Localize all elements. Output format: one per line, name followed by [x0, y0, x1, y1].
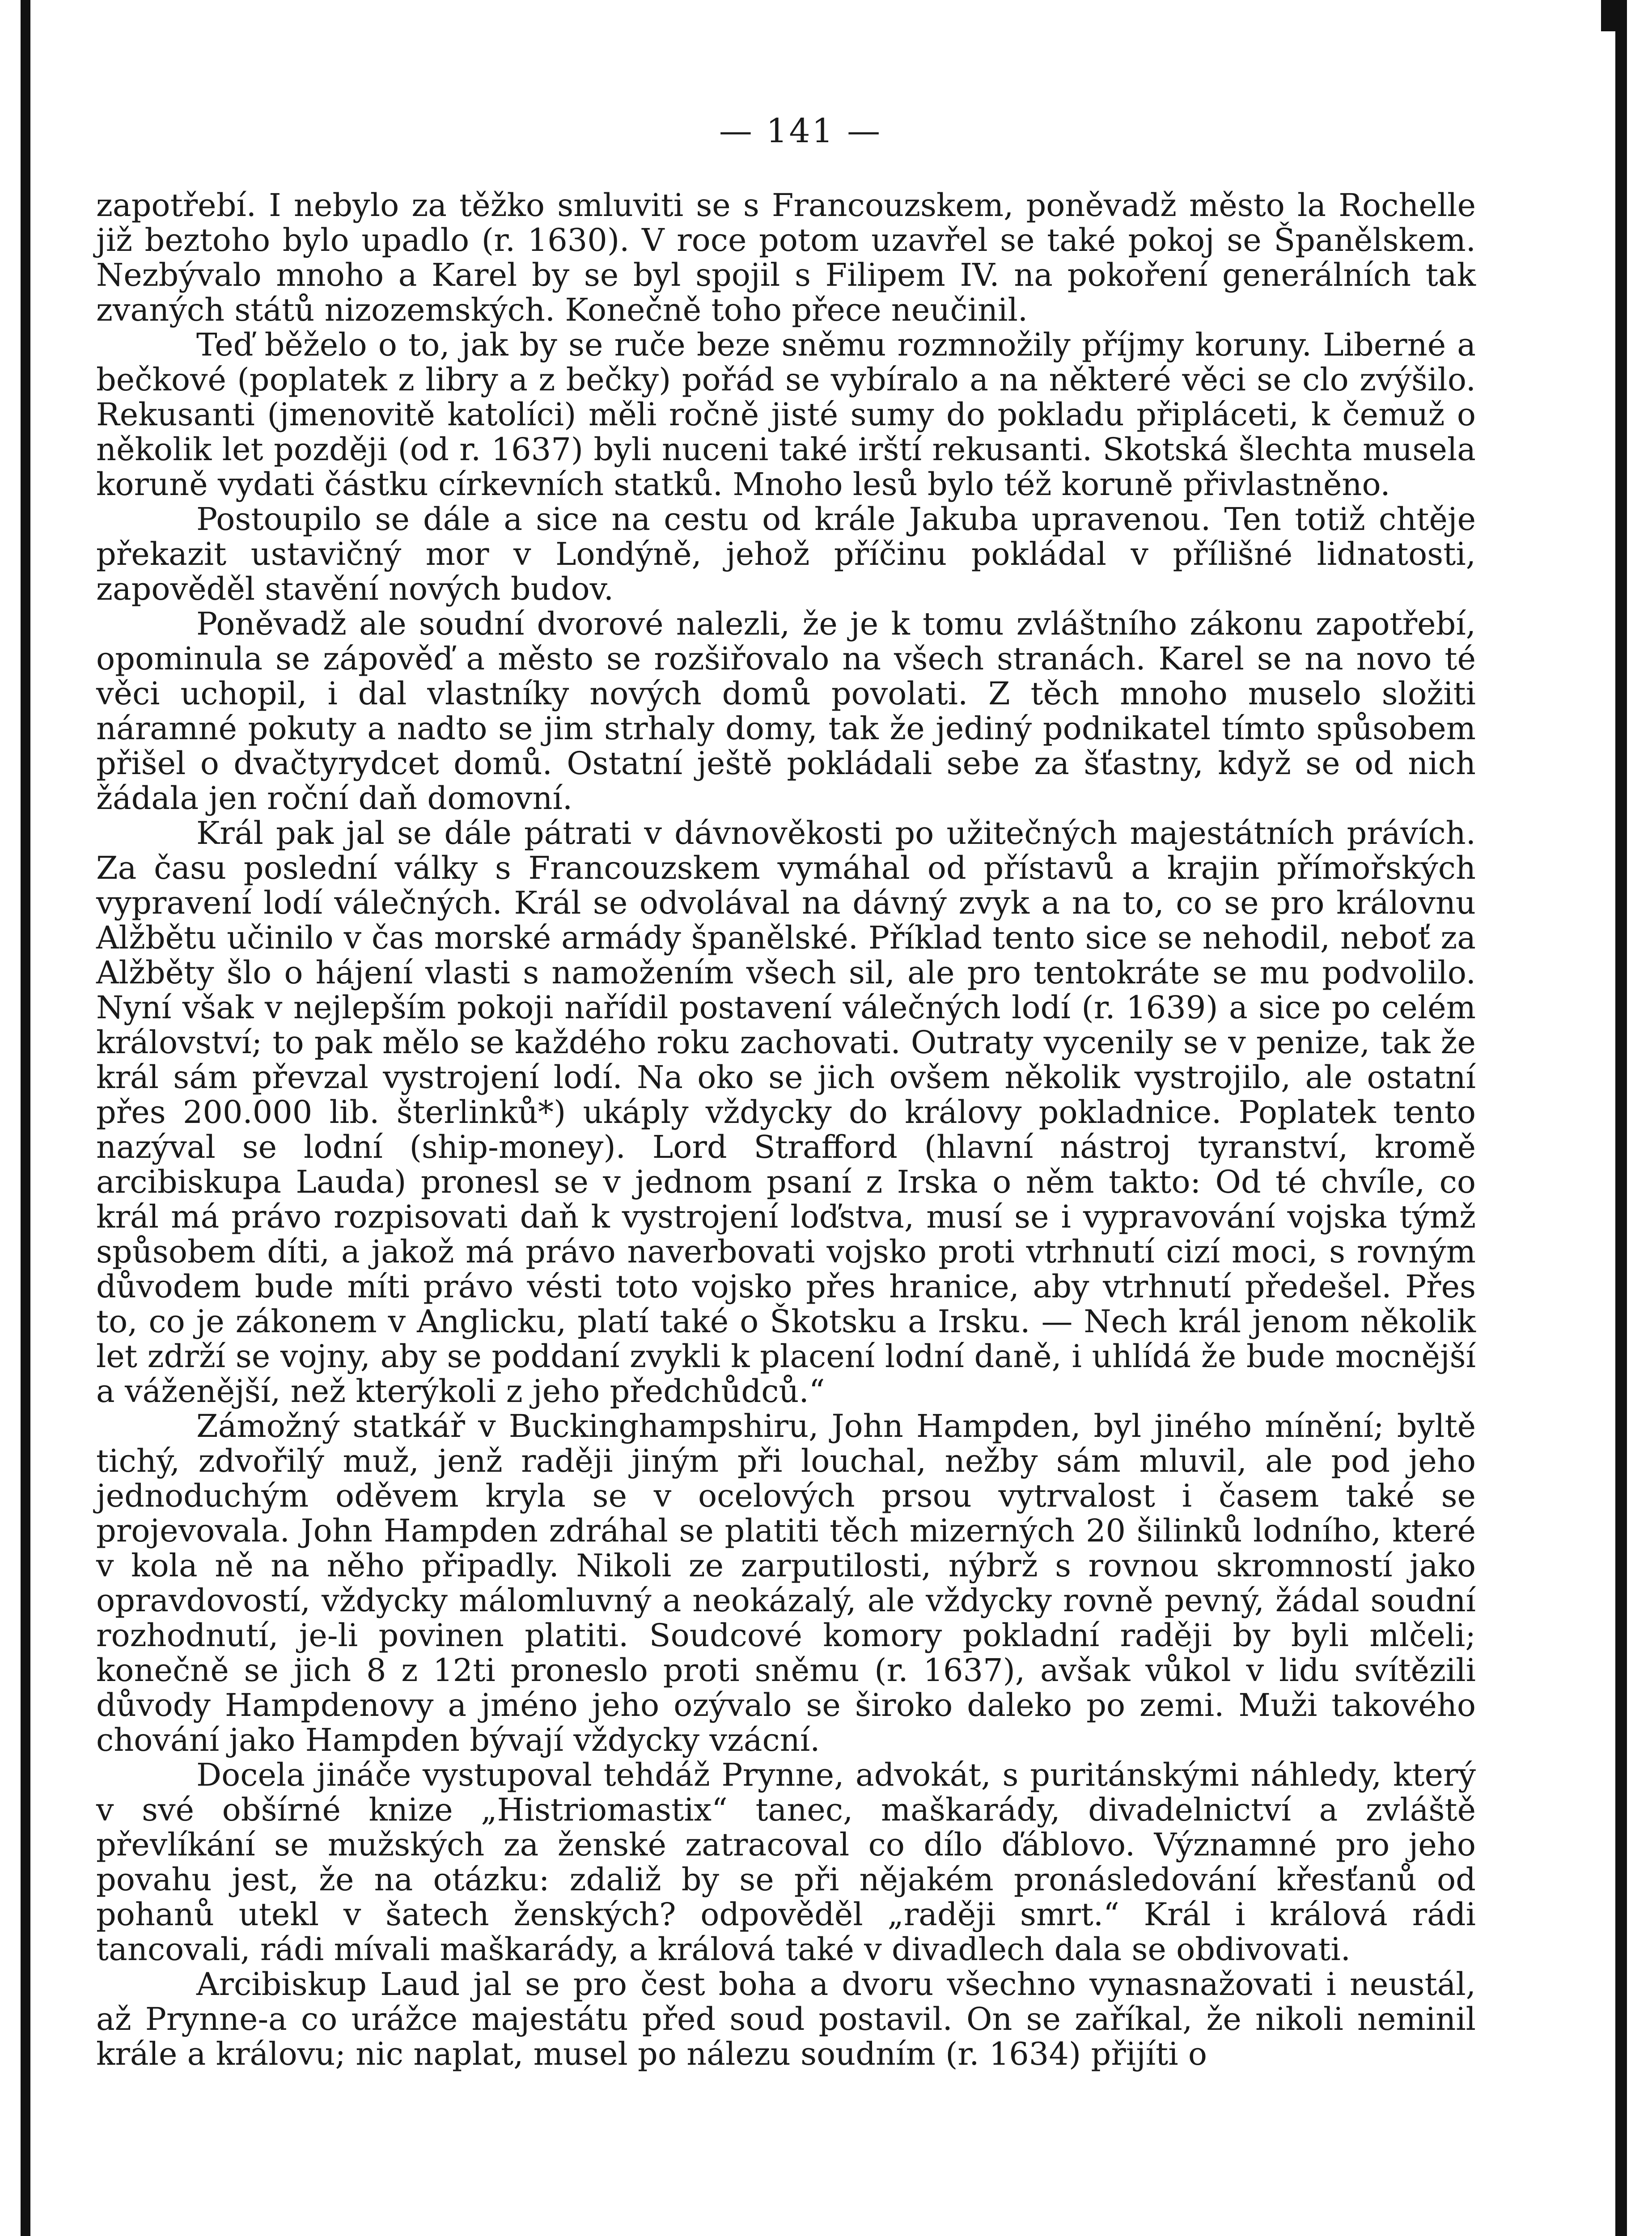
scan-border-left: [21, 0, 30, 2236]
paragraph: Zámožný statkář v Buckinghampshiru, John Hampden, byl jiného mínění; byltě tichý, zdvořilý muž, jenž raději jiným při louchal, nežby sám mluvil, ale pod jeho jednoduchým oděvem kryla se v ocelových prsou vytrvalost i časem také se projevovala. John Hampden zdráhal se platiti těch mizerných 20 šilinků lodního, které v kola ně na něho připadly. Nikoli ze zarputilosti, nýbrž s rovnou skromností jako opravdovostí, vždycky málomluvný a neokázalý, ale vždycky rovně pevný, žádal soudní rozhodnutí, je-li povinen platiti. Soudcové komory pokladní raději by byli mlčeli; konečně se jich 8 z 12ti proneslo proti sněmu (r. 1637), avšak vůkol v lidu svítězili důvody Hampdenovy a jméno jeho ozývalo se široko daleko po zemi. Muži takového chování jako Hampden bývají vždycky vzácní.: [96, 1408, 1476, 1758]
page-number: — 141 —: [719, 112, 882, 150]
body-text: [96, 188, 1476, 2071]
paragraph: Král pak jal se dále pátrati v dávnověkosti po užitečných majestátních právích. Za času poslední války s Francouzskem vymáhal od přístavů a krajin přímořských vypravení lodí válečných. Král se odvolával na dávný zvyk a na to, co se pro královnu Alžbětu učinilo v čas morské armády španělské. Příklad tento sice se nehodil, neboť za Alžběty šlo o hájení vlasti s namožením všech sil, ale pro tentokráte se mu podvolilo. Nyní však v nejlepším pokoji nařídil postavení válečných lodí (r. 1639) a sice po celém království; to pak mělo se každého roku zachovati. Outraty vycenily se v penize, tak že král sám převzal vystrojení lodí. Na oko se jich ovšem několik vystrojilo, ale ostatní přes 200.000 lib. šterlinků*) ukáply vždycky do královy pokladnice. Poplatek tento nazýval se lodní (ship-money). Lord Strafford (hlavní nástroj tyranství, kromě arcibiskupa Lauda) pronesl se v jednom psaní z Irska o něm takto: Od té chvíle, co král má právo rozpisovati daň k vystrojení loďstva, musí se i vypravování vojska týmž spůsobem díti, a jakož má právo naverbovati vojsko proti vtrhnutí cizí moci, s rovným důvodem bude míti právo vésti toto vojsko přes hranice, aby vtrhnutí předešel. Přes to, co je zákonem v Anglicku, platí také o Škotsku a Irsku. — Nech král jenom několik let zdrží se vojny, aby se poddaní zvykli k placení lodní daně, i uhlídá že bude mocnější a váženější, než kterýkoli z jeho předchůdců.“: [96, 815, 1476, 1410]
scan-border-right: [1615, 0, 1627, 2236]
paragraph: Postoupilo se dále a sice na cestu od krále Jakuba upravenou. Ten totiž chtěje překazit ustavičný mor v Londýně, jehož příčinu pokládal v přílišné lidnatosti, zapověděl stavění nových budov.: [96, 501, 1476, 607]
paragraph: Arcibiskup Laud jal se pro čest boha a dvoru všechno vynasnažovati i neustál, až Prynne-a co urážce majestátu před soud postavil. On se zaříkal, že nikoli neminil krále a královu; nic naplat, musel po nálezu soudním (r. 1634) přijíti o: [96, 1966, 1476, 2072]
paragraph: Teď běželo o to, jak by se ruče beze sněmu rozmnožily příjmy koruny. Liberné a bečkové (poplatek z libry a z bečky) pořád se vybíralo a na některé věci se clo zvýšilo. Rekusanti (jmenovitě katolíci) měli ročně jisté sumy do pokladu připláceti, k čemuž o několik let později (od r. 1637) byli nuceni také irští rekusanti. Skotská šlechta musela koruně vydati částku církevních statků. Mnoho lesů bylo též koruně přivlastněno.: [96, 326, 1476, 503]
paragraph: Docela jináče vystupoval tehdáž Prynne, advokát, s puritánskými náhledy, který v své obšírné knize „Histriomastix“ tanec, maškarády, divadelnictví a zvláště převlíkání se mužských za ženské zatracoval co dílo ďáblovo. Významné pro jeho povahu jest, že na otázku: zdaliž by se při nějakém pronásledování křesťanů od pohanů utekl v šatech ženských? odpověděl „raději smrt.“ Král i králová rádi tancovali, rádi mívali maškarády, a králová také v divadlech dala se obdivovati.: [96, 1757, 1476, 1968]
paragraph: Poněvadž ale soudní dvorové nalezli, že je k tomu zvláštního zákonu zapotřebí, opominula se zápověď a město se rozšiřovalo na všech stranách. Karel se na novo té věci uchopil, i dal vlastníky nových domů povolati. Z těch mnoho muselo složiti náramné pokuty a nadto se jim strhaly domy, tak že jediný podnikatel tímto spůsobem přišel o dvačtyrydcet domů. Ostatní ještě pokládali sebe za šťastny, když se od nich žádala jen roční daň domovní.: [96, 606, 1476, 817]
paragraph: zapotřebí. I nebylo za těžko smluviti se s Francouzskem, poněvadž město la Rochelle již beztoho bylo upadlo (r. 1630). V roce potom uzavřel se také pokoj se Španělskem. Nezbývalo mnoho a Karel by se byl spojil s Filipem IV. na pokoření generálních tak zvaných států nizozemských. Konečně toho přece neučinil.: [96, 187, 1476, 328]
